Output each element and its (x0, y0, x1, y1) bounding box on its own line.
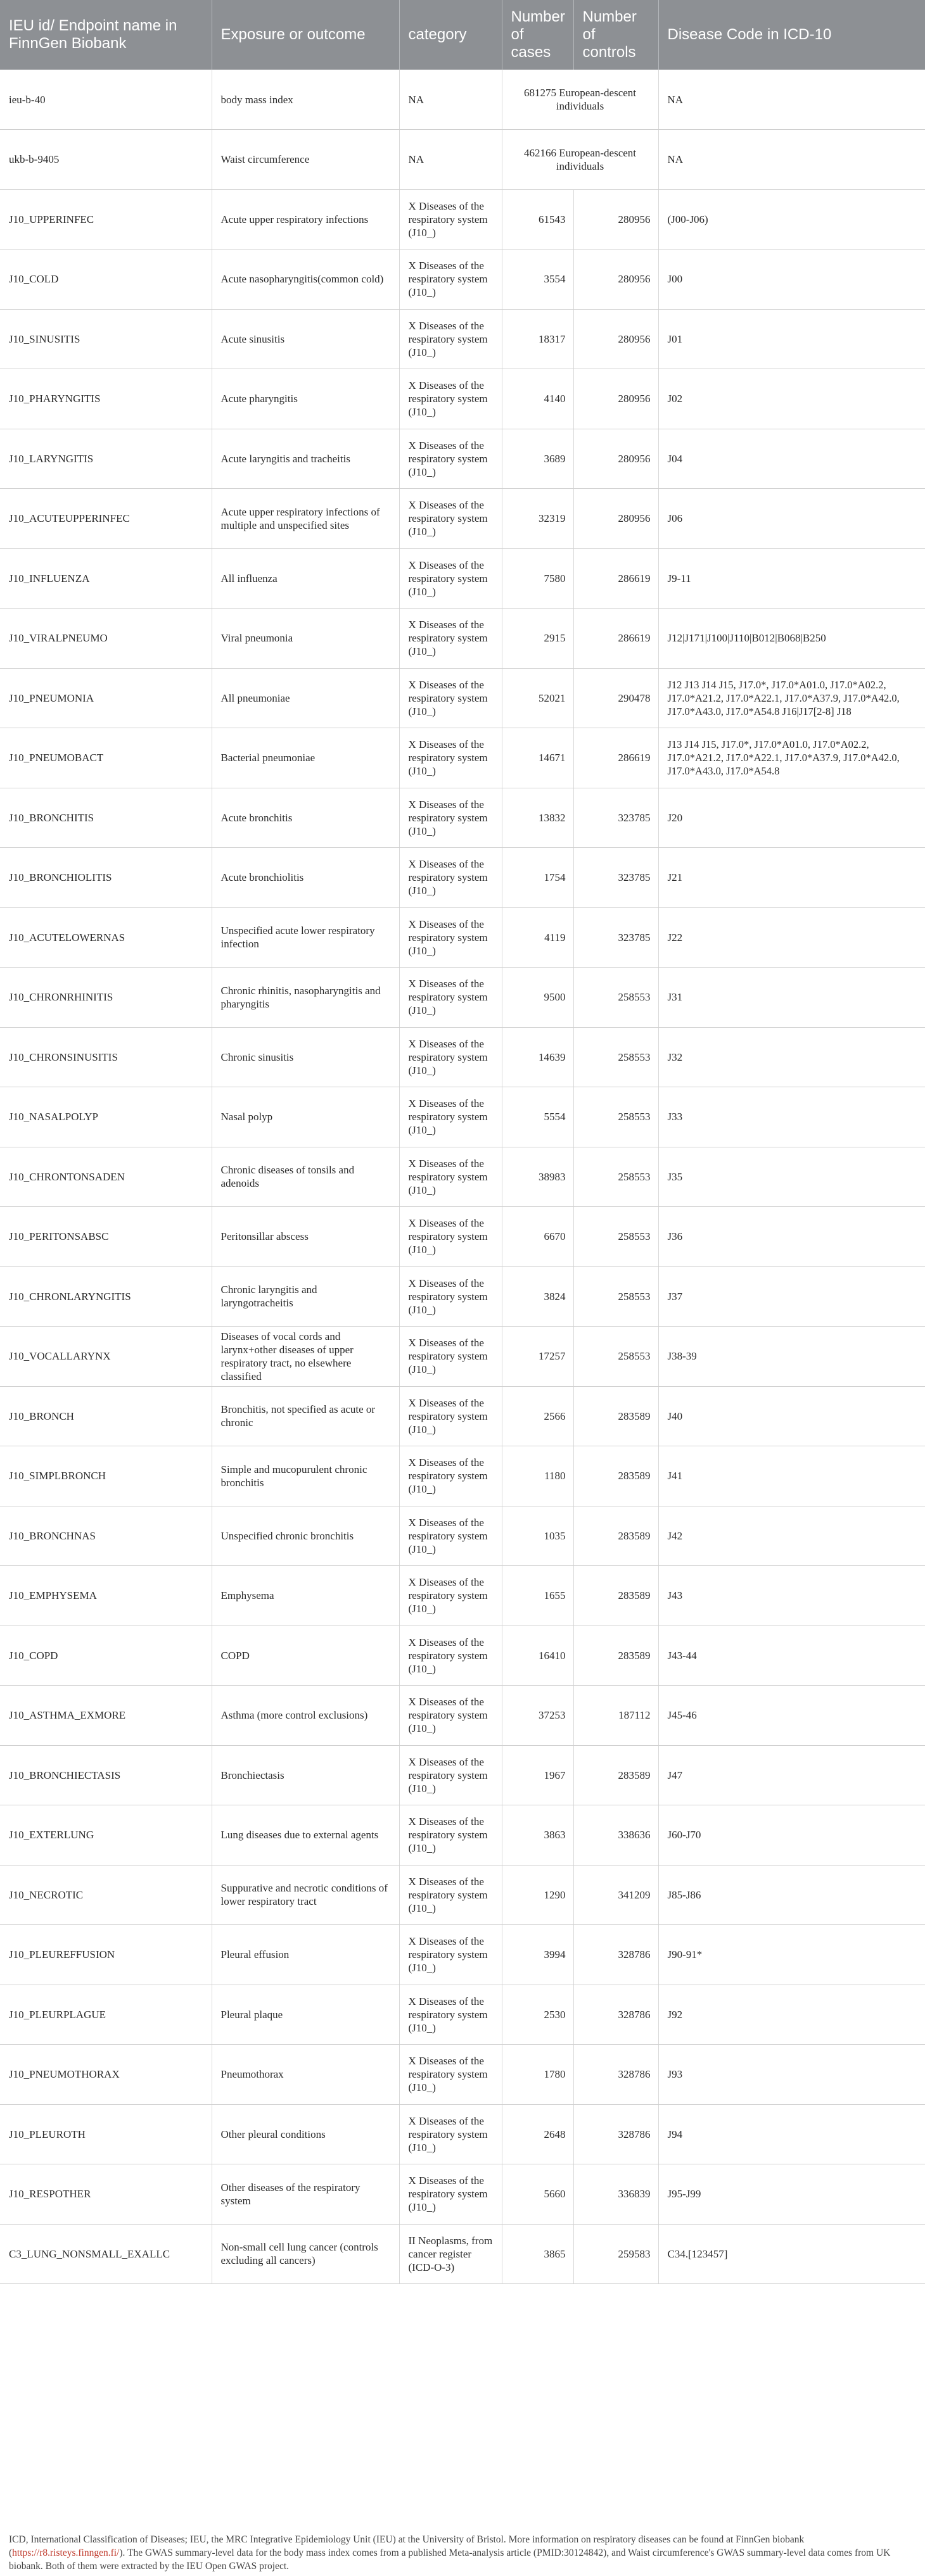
cell-id: J10_ACUTELOWERNAS (0, 907, 212, 968)
footnote-link[interactable]: https://r8.risteys.finngen.fi/ (12, 2548, 120, 2558)
header-id: IEU id/ Endpoint name in FinnGen Biobank (0, 0, 212, 70)
cell-icd: J35 (658, 1147, 925, 1207)
table-row (0, 309, 925, 369)
cell-id: J10_PLEUREFFUSION (0, 1925, 212, 1985)
cell-controls: 283589 (573, 1506, 658, 1566)
header-exposure: Exposure or outcome (212, 0, 399, 70)
table-row (0, 1626, 925, 1686)
cell-cases: 2915 (502, 609, 573, 669)
cell-controls: 258553 (573, 1027, 658, 1087)
table-row (0, 1147, 925, 1207)
cell-category: NA (399, 130, 502, 190)
cell-category: X Diseases of the respiratory system (J10_) (399, 548, 502, 609)
cell-category: X Diseases of the respiratory system (J10_) (399, 1925, 502, 1985)
cell-icd: J31 (658, 968, 925, 1028)
cell-icd: J20 (658, 788, 925, 848)
cell-icd: J92 (658, 1985, 925, 2045)
cell-icd: J36 (658, 1207, 925, 1267)
cell-exposure: Chronic diseases of tonsils and adenoids (212, 1147, 399, 1207)
cell-controls: 323785 (573, 907, 658, 968)
cell-exposure: COPD (212, 1626, 399, 1686)
cell-category: NA (399, 70, 502, 130)
cell-id: J10_SIMPLBRONCH (0, 1446, 212, 1506)
cell-id: J10_EMPHYSEMA (0, 1566, 212, 1626)
cell-exposure: Acute pharyngitis (212, 369, 399, 429)
cell-cases: 1780 (502, 2045, 573, 2105)
cell-id: J10_PNEUMONIA (0, 668, 212, 728)
cell-controls: 258553 (573, 1266, 658, 1327)
cell-id: J10_UPPERINFEC (0, 189, 212, 249)
table-row (0, 848, 925, 908)
cell-cases: 1754 (502, 848, 573, 908)
table-row (0, 2104, 925, 2164)
cell-cases: 32319 (502, 489, 573, 549)
cell-cases: 7580 (502, 548, 573, 609)
cell-exposure: Acute sinusitis (212, 309, 399, 369)
table-row (0, 1446, 925, 1506)
cell-category: X Diseases of the respiratory system (J10_) (399, 489, 502, 549)
table-row (0, 2164, 925, 2225)
cell-icd: J04 (658, 429, 925, 489)
cell-icd: NA (658, 70, 925, 130)
cell-icd: J60-J70 (658, 1805, 925, 1866)
cell-controls: 258553 (573, 1147, 658, 1207)
cell-icd: J41 (658, 1446, 925, 1506)
cell-category: X Diseases of the respiratory system (J10_) (399, 1207, 502, 1267)
cell-controls: 328786 (573, 1985, 658, 2045)
cell-id: ukb-b-9405 (0, 130, 212, 190)
cell-icd: J13 J14 J15, J17.0*, J17.0*A01.0, J17.0*A02.2, J17.0*A21.2, J17.0*A22.1, J17.0*A37.9, J17.0*A42.0, J17.0*A43.0, J17.0*A54.8 (658, 728, 925, 788)
cell-icd: J06 (658, 489, 925, 549)
cell-cases: 1967 (502, 1745, 573, 1805)
table-row (0, 1327, 925, 1387)
cell-id: J10_PERITONSABSC (0, 1207, 212, 1267)
cell-controls: 328786 (573, 2104, 658, 2164)
cell-category: X Diseases of the respiratory system (J10_) (399, 1266, 502, 1327)
cell-cases: 4140 (502, 369, 573, 429)
cell-icd: J9-11 (658, 548, 925, 609)
cell-category: X Diseases of the respiratory system (J10_) (399, 1566, 502, 1626)
cell-exposure: Bronchiectasis (212, 1745, 399, 1805)
cell-category: X Diseases of the respiratory system (J10_) (399, 728, 502, 788)
header-cases: Number of cases (502, 0, 573, 70)
table-row (0, 369, 925, 429)
cell-exposure: Bronchitis, not specified as acute or chronic (212, 1386, 399, 1446)
cell-id: J10_NASALPOLYP (0, 1087, 212, 1147)
cell-cases: 2566 (502, 1386, 573, 1446)
table-row (0, 1207, 925, 1267)
cell-exposure: Non-small cell lung cancer (controls excluding all cancers) (212, 2224, 399, 2284)
cell-cases: 5554 (502, 1087, 573, 1147)
cell-controls: 283589 (573, 1446, 658, 1506)
cell-id: J10_CHRONTONSADEN (0, 1147, 212, 1207)
table-row (0, 189, 925, 249)
cell-cases: 16410 (502, 1626, 573, 1686)
cell-cases: 52021 (502, 668, 573, 728)
cell-id: J10_RESPOTHER (0, 2164, 212, 2225)
cell-cases: 1290 (502, 1865, 573, 1925)
table-row (0, 548, 925, 609)
cell-id: J10_INFLUENZA (0, 548, 212, 609)
cell-controls: 283589 (573, 1745, 658, 1805)
cell-exposure: Unspecified chronic bronchitis (212, 1506, 399, 1566)
cell-icd: J90-91* (658, 1925, 925, 1985)
cell-exposure: Chronic sinusitis (212, 1027, 399, 1087)
cell-controls: 280956 (573, 249, 658, 310)
cell-controls: 283589 (573, 1626, 658, 1686)
cell-controls: 280956 (573, 489, 658, 549)
cell-icd: J43-44 (658, 1626, 925, 1686)
cell-controls: 280956 (573, 189, 658, 249)
cell-cases: 4119 (502, 907, 573, 968)
table-row (0, 2045, 925, 2105)
table-row (0, 1745, 925, 1805)
cell-cases: 681275 European-descent individuals (502, 70, 658, 130)
footnote-text-1: ICD, International Classification of Diseases; IEU, the MRC Integrative Epidemiology Unit (IEU) at the University of Bristol. More information on respiratory diseases can be found at FinnGen biobank ( (9, 2534, 805, 2558)
cell-icd: J22 (658, 907, 925, 968)
cell-cases: 14639 (502, 1027, 573, 1087)
cell-cases: 1035 (502, 1506, 573, 1566)
table-row (0, 130, 925, 190)
cell-controls: 258553 (573, 968, 658, 1028)
table-row (0, 1985, 925, 2045)
cell-category: X Diseases of the respiratory system (J10_) (399, 1446, 502, 1506)
table-row (0, 668, 925, 728)
table-row (0, 1087, 925, 1147)
cell-controls: 280956 (573, 309, 658, 369)
cell-icd: J42 (658, 1506, 925, 1566)
cell-id: J10_BRONCHNAS (0, 1506, 212, 1566)
cell-exposure: Waist circumference (212, 130, 399, 190)
cell-category: X Diseases of the respiratory system (J10_) (399, 1686, 502, 1746)
cell-icd: J85-J86 (658, 1865, 925, 1925)
cell-exposure: Bacterial pneumoniae (212, 728, 399, 788)
cell-exposure: All pneumoniae (212, 668, 399, 728)
cell-controls: 259583 (573, 2224, 658, 2284)
cell-cases: 462166 European-descent individuals (502, 130, 658, 190)
table-row (0, 1506, 925, 1566)
cell-exposure: body mass index (212, 70, 399, 130)
cell-icd: J43 (658, 1566, 925, 1626)
cell-exposure: Acute upper respiratory infections of multiple and unspecified sites (212, 489, 399, 549)
table-row (0, 1266, 925, 1327)
cell-category: X Diseases of the respiratory system (J10_) (399, 1087, 502, 1147)
cell-category: X Diseases of the respiratory system (J10_) (399, 369, 502, 429)
table-row (0, 489, 925, 549)
cell-icd: J00 (658, 249, 925, 310)
cell-category: II Neoplasms, from cancer register (ICD-O-3) (399, 2224, 502, 2284)
cell-icd: J47 (658, 1745, 925, 1805)
cell-cases: 3863 (502, 1805, 573, 1866)
cell-category: X Diseases of the respiratory system (J10_) (399, 788, 502, 848)
cell-id: J10_ASTHMA_EXMORE (0, 1686, 212, 1746)
cell-controls: 323785 (573, 848, 658, 908)
cell-cases: 13832 (502, 788, 573, 848)
cell-id: J10_BRONCHIOLITIS (0, 848, 212, 908)
table-row (0, 70, 925, 130)
cell-exposure: Chronic rhinitis, nasopharyngitis and pharyngitis (212, 968, 399, 1028)
table-row (0, 1386, 925, 1446)
cell-category: X Diseases of the respiratory system (J10_) (399, 249, 502, 310)
cell-cases: 2648 (502, 2104, 573, 2164)
cell-id: J10_COLD (0, 249, 212, 310)
cell-cases: 5660 (502, 2164, 573, 2225)
cell-controls: 258553 (573, 1207, 658, 1267)
table-row (0, 1805, 925, 1866)
table-row (0, 1686, 925, 1746)
cell-cases: 2530 (502, 1985, 573, 2045)
cell-controls: 258553 (573, 1087, 658, 1147)
cell-exposure: Acute laryngitis and tracheitis (212, 429, 399, 489)
cell-category: X Diseases of the respiratory system (J10_) (399, 1865, 502, 1925)
cell-controls: 286619 (573, 548, 658, 609)
cell-category: X Diseases of the respiratory system (J10_) (399, 1745, 502, 1805)
cell-cases: 1655 (502, 1566, 573, 1626)
cell-controls: 290478 (573, 668, 658, 728)
cell-category: X Diseases of the respiratory system (J10_) (399, 1386, 502, 1446)
table-row (0, 788, 925, 848)
cell-category: X Diseases of the respiratory system (J10_) (399, 1985, 502, 2045)
table-row (0, 2224, 925, 2284)
cell-category: X Diseases of the respiratory system (J10_) (399, 1506, 502, 1566)
cell-exposure: Emphysema (212, 1566, 399, 1626)
cell-icd: J38-39 (658, 1327, 925, 1387)
cell-exposure: Pneumothorax (212, 2045, 399, 2105)
cell-cases: 3689 (502, 429, 573, 489)
cell-category: X Diseases of the respiratory system (J10_) (399, 1027, 502, 1087)
cell-controls: 286619 (573, 728, 658, 788)
cell-controls: 328786 (573, 1925, 658, 1985)
cell-id: J10_NECROTIC (0, 1865, 212, 1925)
cell-icd: J01 (658, 309, 925, 369)
table-row (0, 968, 925, 1028)
cell-id: J10_SINUSITIS (0, 309, 212, 369)
cell-cases: 18317 (502, 309, 573, 369)
header-controls: Number of controls (573, 0, 658, 70)
cell-cases: 37253 (502, 1686, 573, 1746)
cell-category: X Diseases of the respiratory system (J10_) (399, 609, 502, 669)
cell-exposure: Unspecified acute lower respiratory infection (212, 907, 399, 968)
cell-icd: J12 J13 J14 J15, J17.0*, J17.0*A01.0, J17.0*A02.2, J17.0*A21.2, J17.0*A22.1, J17.0*A37.9, J17.0*A42.0, J17.0*A43.0, J17.0*A54.8 J16|J17[2-8] J18 (658, 668, 925, 728)
cell-cases: 3994 (502, 1925, 573, 1985)
cell-category: X Diseases of the respiratory system (J10_) (399, 848, 502, 908)
cell-category: X Diseases of the respiratory system (J10_) (399, 309, 502, 369)
header-category: category (399, 0, 502, 70)
cell-category: X Diseases of the respiratory system (J10_) (399, 1147, 502, 1207)
cell-cases: 1180 (502, 1446, 573, 1506)
cell-exposure: Viral pneumonia (212, 609, 399, 669)
cell-cases: 14671 (502, 728, 573, 788)
cell-cases: 17257 (502, 1327, 573, 1387)
table-row (0, 728, 925, 788)
cell-controls: 338636 (573, 1805, 658, 1866)
cell-id: J10_EXTERLUNG (0, 1805, 212, 1866)
cell-category: X Diseases of the respiratory system (J10_) (399, 429, 502, 489)
table-row (0, 1566, 925, 1626)
cell-id: J10_CHRONRHINITIS (0, 968, 212, 1028)
cell-exposure: Acute bronchitis (212, 788, 399, 848)
table-row (0, 1925, 925, 1985)
cell-category: X Diseases of the respiratory system (J10_) (399, 968, 502, 1028)
cell-id: J10_COPD (0, 1626, 212, 1686)
table-row (0, 1865, 925, 1925)
cell-id: J10_BRONCHITIS (0, 788, 212, 848)
cell-id: J10_BRONCH (0, 1386, 212, 1446)
cell-icd: J12|J171|J100|J110|B012|B068|B250 (658, 609, 925, 669)
cell-id: J10_PLEUROTH (0, 2104, 212, 2164)
cell-exposure: Pleural effusion (212, 1925, 399, 1985)
cell-controls: 286619 (573, 609, 658, 669)
cell-id: J10_PLEURPLAGUE (0, 1985, 212, 2045)
cell-id: J10_PHARYNGITIS (0, 369, 212, 429)
table-row (0, 907, 925, 968)
cell-controls: 280956 (573, 369, 658, 429)
cell-exposure: Other pleural conditions (212, 2104, 399, 2164)
cell-id: J10_CHRONLARYNGITIS (0, 1266, 212, 1327)
cell-id: J10_PNEUMOTHORAX (0, 2045, 212, 2105)
cell-id: ieu-b-40 (0, 70, 212, 130)
cell-category: X Diseases of the respiratory system (J10_) (399, 907, 502, 968)
cell-category: X Diseases of the respiratory system (J10_) (399, 1805, 502, 1866)
cell-icd: J33 (658, 1087, 925, 1147)
table-footnote (9, 2533, 915, 2573)
cell-category: X Diseases of the respiratory system (J10_) (399, 189, 502, 249)
cell-icd: J21 (658, 848, 925, 908)
cell-id: J10_BRONCHIECTASIS (0, 1745, 212, 1805)
cell-id: J10_LARYNGITIS (0, 429, 212, 489)
cell-cases: 61543 (502, 189, 573, 249)
cell-exposure: Acute bronchiolitis (212, 848, 399, 908)
cell-id: J10_VOCALLARYNX (0, 1327, 212, 1387)
cell-icd: J02 (658, 369, 925, 429)
cell-cases: 6670 (502, 1207, 573, 1267)
cell-exposure: Chronic laryngitis and laryngotracheitis (212, 1266, 399, 1327)
table-row (0, 429, 925, 489)
cell-exposure: Other diseases of the respiratory system (212, 2164, 399, 2225)
footnote-text-2: ). The GWAS summary-level data for the body mass index comes from a published Meta-analysis article (PMID:30124842), and Waist circumference's GWAS summary-level data comes from UK biobank. Both of them were extracted by the IEU Open GWAS project. (9, 2548, 891, 2572)
cell-controls: 341209 (573, 1865, 658, 1925)
cell-exposure: All influenza (212, 548, 399, 609)
cell-id: J10_PNEUMOBACT (0, 728, 212, 788)
cell-exposure: Lung diseases due to external agents (212, 1805, 399, 1866)
cell-controls: 323785 (573, 788, 658, 848)
cell-cases: 3865 (502, 2224, 573, 2284)
cell-category: X Diseases of the respiratory system (J10_) (399, 2164, 502, 2225)
cell-icd: (J00-J06) (658, 189, 925, 249)
cell-cases: 3554 (502, 249, 573, 310)
cell-exposure: Suppurative and necrotic conditions of lower respiratory tract (212, 1865, 399, 1925)
cell-icd: J95-J99 (658, 2164, 925, 2225)
table-row (0, 1027, 925, 1087)
cell-exposure: Diseases of vocal cords and larynx+other diseases of upper respiratory tract, no elsewhere classified (212, 1327, 399, 1387)
cell-exposure: Peritonsillar abscess (212, 1207, 399, 1267)
cell-exposure: Pleural plaque (212, 1985, 399, 2045)
cell-category: X Diseases of the respiratory system (J10_) (399, 1626, 502, 1686)
cell-id: J10_CHRONSINUSITIS (0, 1027, 212, 1087)
cell-controls: 283589 (573, 1566, 658, 1626)
cell-controls: 258553 (573, 1327, 658, 1387)
cell-icd: J93 (658, 2045, 925, 2105)
cell-exposure: Acute upper respiratory infections (212, 189, 399, 249)
cell-icd: J32 (658, 1027, 925, 1087)
cell-exposure: Asthma (more control exclusions) (212, 1686, 399, 1746)
cell-category: X Diseases of the respiratory system (J10_) (399, 1327, 502, 1387)
cell-category: X Diseases of the respiratory system (J10_) (399, 2045, 502, 2105)
cell-id: J10_ACUTEUPPERINFEC (0, 489, 212, 549)
table-row (0, 249, 925, 310)
cell-exposure: Nasal polyp (212, 1087, 399, 1147)
cell-icd: J37 (658, 1266, 925, 1327)
header-row (0, 0, 925, 70)
cell-exposure: Simple and mucopurulent chronic bronchitis (212, 1446, 399, 1506)
cell-cases: 9500 (502, 968, 573, 1028)
cell-icd: J40 (658, 1386, 925, 1446)
cell-controls: 187112 (573, 1686, 658, 1746)
cell-cases: 3824 (502, 1266, 573, 1327)
cell-controls: 280956 (573, 429, 658, 489)
cell-cases: 38983 (502, 1147, 573, 1207)
cell-icd: J94 (658, 2104, 925, 2164)
cell-icd: NA (658, 130, 925, 190)
cell-icd: J45-46 (658, 1686, 925, 1746)
cell-controls: 283589 (573, 1386, 658, 1446)
cell-exposure: Acute nasopharyngitis(common cold) (212, 249, 399, 310)
cell-icd: C34.[123457] (658, 2224, 925, 2284)
cell-controls: 336839 (573, 2164, 658, 2225)
cell-controls: 328786 (573, 2045, 658, 2105)
cell-id: J10_VIRALPNEUMO (0, 609, 212, 669)
header-icd: Disease Code in ICD-10 (658, 0, 925, 70)
cell-category: X Diseases of the respiratory system (J10_) (399, 668, 502, 728)
cell-id: C3_LUNG_NONSMALL_EXALLC (0, 2224, 212, 2284)
cell-category: X Diseases of the respiratory system (J10_) (399, 2104, 502, 2164)
table-row (0, 609, 925, 669)
